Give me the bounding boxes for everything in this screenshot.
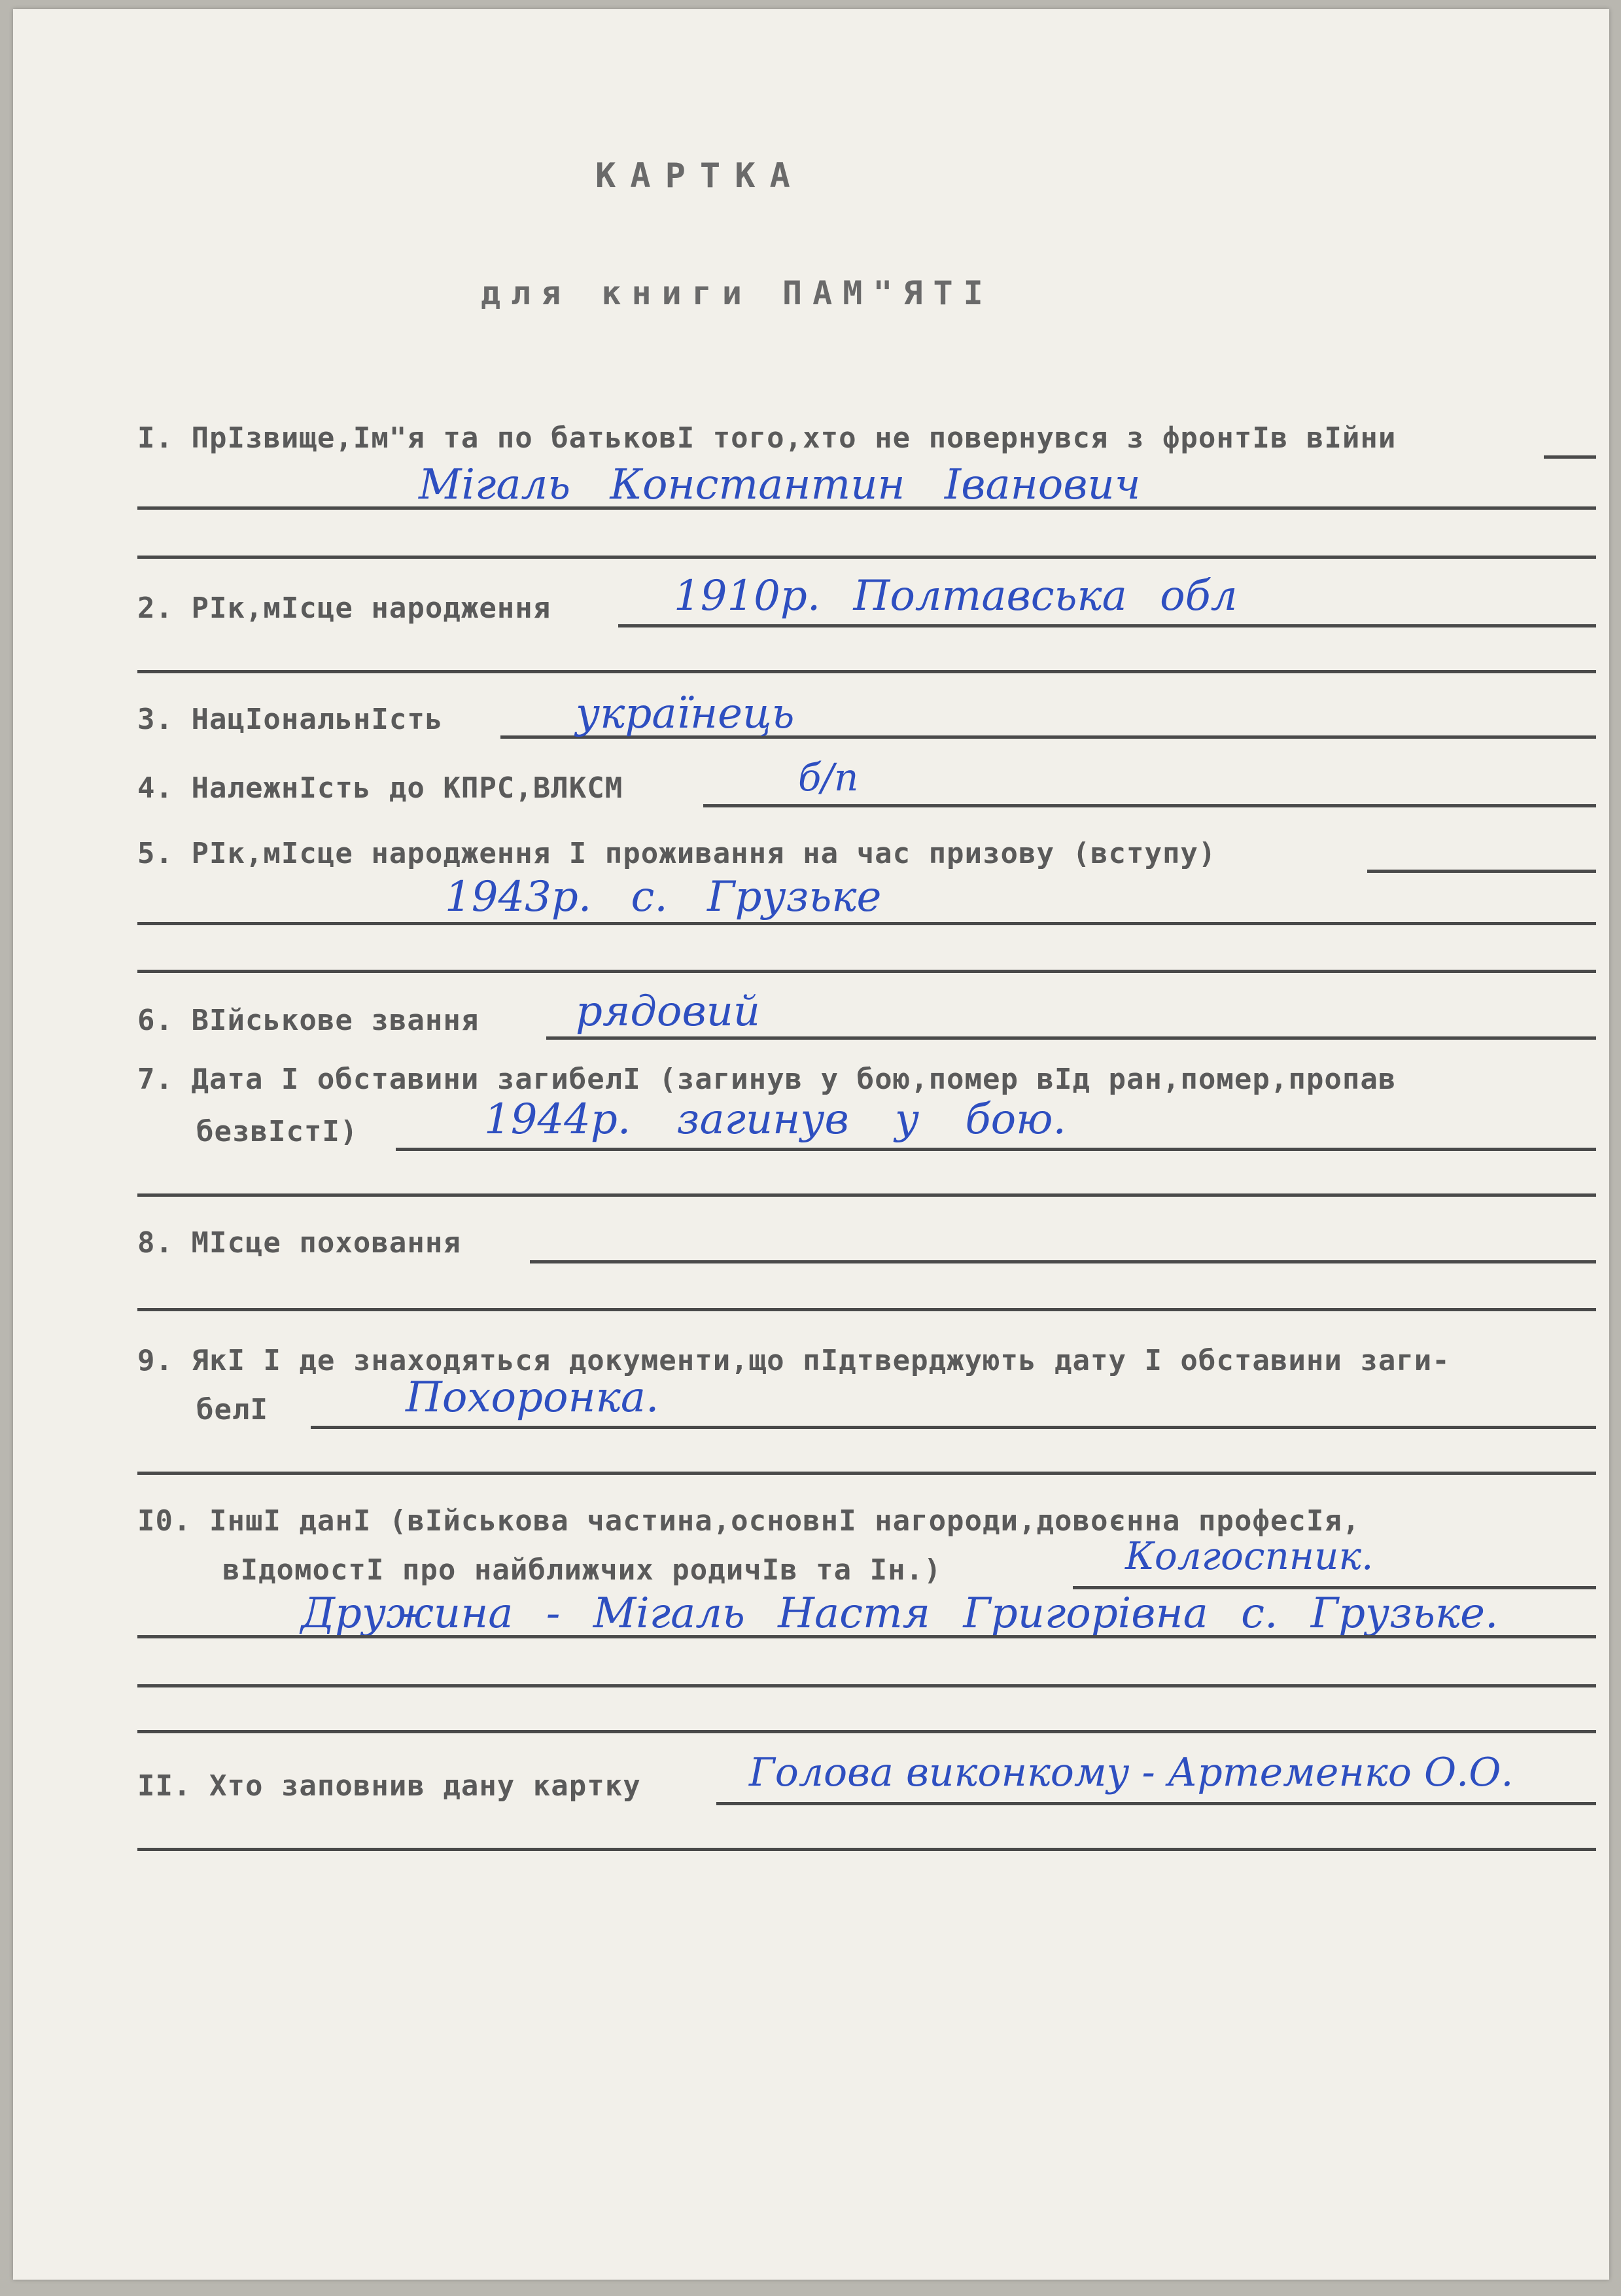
- field-9-label-2: белІ: [196, 1393, 268, 1426]
- field-1-line-a: [137, 506, 1596, 510]
- field-1-blank: [1544, 455, 1596, 459]
- field-5-label: 5. РІк,мІсце народження І проживання на час призову (вступу): [137, 837, 1217, 870]
- field-10-label-2: вІдомостІ про найближчих родичІв та Ін.): [222, 1553, 942, 1587]
- field-9-label-1: 9. ЯкІ І де знаходяться документи,що пІдтверджують дату І обставини заги-: [137, 1344, 1450, 1377]
- field-10-value-1: Колгоспник.: [1125, 1534, 1374, 1578]
- field-2-line-a: [137, 670, 1596, 673]
- field-5-value: 1943р. с. Грузьке: [445, 873, 882, 921]
- field-6-blank: [546, 1036, 1596, 1040]
- field-7-label-2: безвІстІ): [196, 1115, 358, 1148]
- field-9-value: Похоронка.: [406, 1373, 659, 1422]
- field-11-label: II. Хто заповнив дану картку: [137, 1769, 641, 1803]
- field-1-value: Мігаль Константин Іванович: [419, 461, 1141, 509]
- field-8-line-a: [137, 1308, 1596, 1311]
- field-1-label: І. ПрІзвище,Ім"я та по батьковІ того,хто не повернувся з фронтІв вІйни: [137, 421, 1397, 455]
- field-2-value: 1910р. Полтавська обл: [674, 572, 1238, 620]
- field-6-value: рядовий: [576, 987, 761, 1036]
- field-10-value-2: Дружина - Мігаль Настя Григорівна с. Грузьке.: [301, 1589, 1499, 1638]
- card-title: КАРТКА: [595, 156, 805, 196]
- field-7-line-a: [137, 1193, 1596, 1197]
- field-5-blank: [1367, 870, 1596, 873]
- field-10-line-a: [137, 1635, 1596, 1638]
- field-2-label: 2. РІк,мІсце народження: [137, 592, 551, 625]
- field-11-line-a: [137, 1848, 1596, 1851]
- field-11-blank: [716, 1802, 1596, 1805]
- field-4-value: б/п: [798, 755, 859, 800]
- field-7-value: 1944р. загинув у бою.: [484, 1095, 1066, 1144]
- field-4-blank: [703, 804, 1596, 807]
- field-3-label: 3. НацІональнІсть: [137, 703, 444, 736]
- card-subtitle: для книги ПАМ"ЯТІ: [481, 274, 994, 312]
- field-10-line-c: [137, 1730, 1596, 1733]
- field-10-line-b: [137, 1684, 1596, 1687]
- field-11-value: Голова виконкому - Артеменко О.О.: [749, 1750, 1514, 1795]
- field-5-line-a: [137, 922, 1596, 925]
- field-9-blank: [311, 1426, 1596, 1429]
- memory-card-sheet: [13, 9, 1609, 2280]
- field-8-label: 8. МІсце поховання: [137, 1226, 461, 1260]
- field-1-line-b: [137, 556, 1596, 559]
- field-4-label: 4. НалежнІсть до КПРС,ВЛКСМ: [137, 771, 623, 805]
- field-7-label-1: 7. Дата І обставини загибелІ (загинув у бою,помер вІд ран,помер,пропав: [137, 1063, 1397, 1096]
- field-6-label: 6. ВІйськове звання: [137, 1004, 479, 1037]
- field-8-blank: [530, 1260, 1596, 1263]
- field-5-line-b: [137, 970, 1596, 973]
- field-10-label-1: I0. ІншІ данІ (вІйськова частина,основнІ нагороди,довоєнна професІя,: [137, 1504, 1361, 1538]
- field-7-blank: [396, 1148, 1596, 1151]
- field-2-blank: [618, 624, 1596, 627]
- field-9-line-a: [137, 1472, 1596, 1475]
- field-3-value: українець: [576, 690, 795, 738]
